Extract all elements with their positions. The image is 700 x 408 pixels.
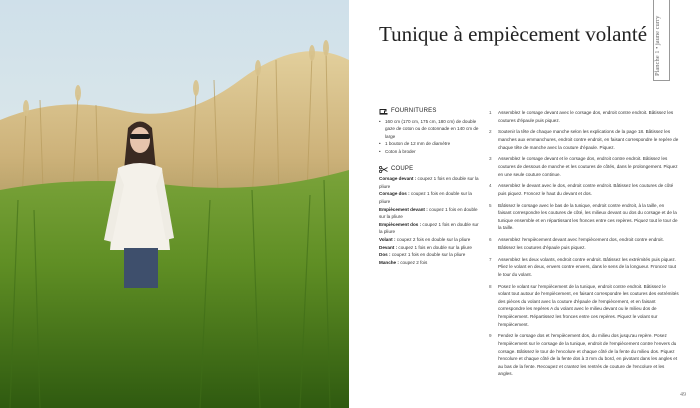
sewing-machine-icon bbox=[379, 108, 388, 115]
instruction-steps bbox=[489, 109, 679, 382]
cutting-item: Corsage devant : coupez 1 fois en double sur la pliure bbox=[379, 176, 479, 189]
cutting-heading bbox=[379, 166, 479, 174]
step-5: 5 Bâtissez le corsage avec le bas de la tunique, endroit contre endroit, à la taille, en faisant correspondre les coutures de côté, les milieux devant ou dos du corsage et de la tunique ensemble et en répartissant les fronces entre ces repères. Piquez tout le tour de la taille. bbox=[489, 202, 678, 231]
tab-label: Planche 1 • jaune curry bbox=[654, 15, 661, 76]
instruction-page bbox=[349, 0, 700, 408]
cutting-item: Devant : coupez 1 fois en double sur la pliure bbox=[379, 244, 472, 250]
reed-field-illustration bbox=[0, 0, 349, 408]
cutting-item: Empiècement dos : coupez 1 fois en double sur la pliure bbox=[379, 221, 479, 235]
step-1: 1 Assemblez le corsage devant avec le corsage dos, endroit contre endroit. Bâtissez les coutures d'épaule puis piquez. bbox=[489, 110, 674, 123]
step-6: 6 Assemblez l'empiècement devant avec l'empiècement dos, endroit contre endroit. Bâtissez les coutures d'épaule puis piquez. bbox=[489, 237, 664, 250]
step-9: 9 Fendez le corsage dos et l'empiècement dos, du milieu dos jusqu'au repère. Posez l'empiècement sur le corsage de la tunique, endroit de l'empiècement contre l'envers du corsage. Bâtissez le tour de l'encolure et chaque côté de la fente du milieu dos. Piquez l'encolure et chaque côté de la fente dos à 3 mm du bord, en pivotant dans les angles et au bas de la fente. Recoupez et crantez les rentrés de couture de l'encolure et les angles. bbox=[489, 333, 678, 377]
cutting-item: Empiècement devant : coupez 1 fois en double sur la pliure bbox=[379, 206, 478, 220]
pattern-sheet-tab bbox=[653, 0, 670, 81]
supplies-heading-text: FOURNITURES bbox=[391, 108, 437, 114]
page-number: 49 bbox=[680, 392, 686, 398]
step-4: 4 Assemblez le devant avec le dos, endroit contre endroit. Bâtissez les coutures de côté puis piquez. Froncez le haut du devant et dos. bbox=[489, 183, 674, 196]
page-title: Tunique à empiècement volanté bbox=[379, 22, 648, 46]
supply-item: • Coton à broder bbox=[379, 148, 416, 154]
step-3: 3 Assemblez le corsage devant et le corsage dos, endroit contre endroit. Bâtissez les coutures de dessous de manche et les coutures de côtés, dans le prolongement. Piquez en une seule couture continue. bbox=[489, 156, 678, 177]
cutting-item: Corsage dos : coupez 1 fois en double sur la pliure bbox=[379, 191, 472, 204]
scissors-icon bbox=[379, 166, 388, 173]
cutting-heading-text: COUPE bbox=[391, 165, 414, 172]
materials-column bbox=[379, 108, 479, 266]
supply-item: • 160 cm (170 cm, 175 cm, 180 cm) de double gaze de coton ou de cotonnade en 140 cm de large bbox=[379, 118, 479, 139]
cutting-item: Dos : coupez 1 fois en double sur la pliure bbox=[379, 252, 466, 258]
supply-item: • 1 bouton de 12 mm de diamètre bbox=[379, 141, 451, 147]
supplies-heading bbox=[379, 108, 479, 116]
step-2: 2 Soutenir la tête de chaque manche selon les explications de la page 18. Bâtissez les manches aux emmanchures, endroit contre endroit, en faisant correspondre le repère de chaque tête de manche avec la couture d'épaule. Piquez. bbox=[489, 129, 679, 150]
step-8: 8 Posez le volant sur l'empiècement de la tunique, endroit contre endroit. Bâtissez le volant tout autour de l'empiècement, en faisant correspondre les coutures des extrémités des pièces du volant avec la couture d'épaule de l'empiècement, et en faisant correspondre les repères A du volant avec le milieu devant ou le milieu dos de l'empiècement. Répartissez les fronces entre ces repères. Piquez le volant sur l'empiècement. bbox=[489, 283, 679, 327]
photo-woman-in-reeds bbox=[0, 0, 349, 408]
step-7: 7 Assemblez les deux volants, endroit contre endroit. Bâtissez les extrémités puis piquez. Pliez le volant en deux, envers contre envers, dans le sens de la longueur. Froncez tout le tour du volant. bbox=[489, 256, 676, 277]
cutting-item: Manche : coupez 2 fois bbox=[379, 259, 428, 265]
cutting-item: Volant : coupez 2 fois en double sur la pliure bbox=[379, 236, 471, 242]
